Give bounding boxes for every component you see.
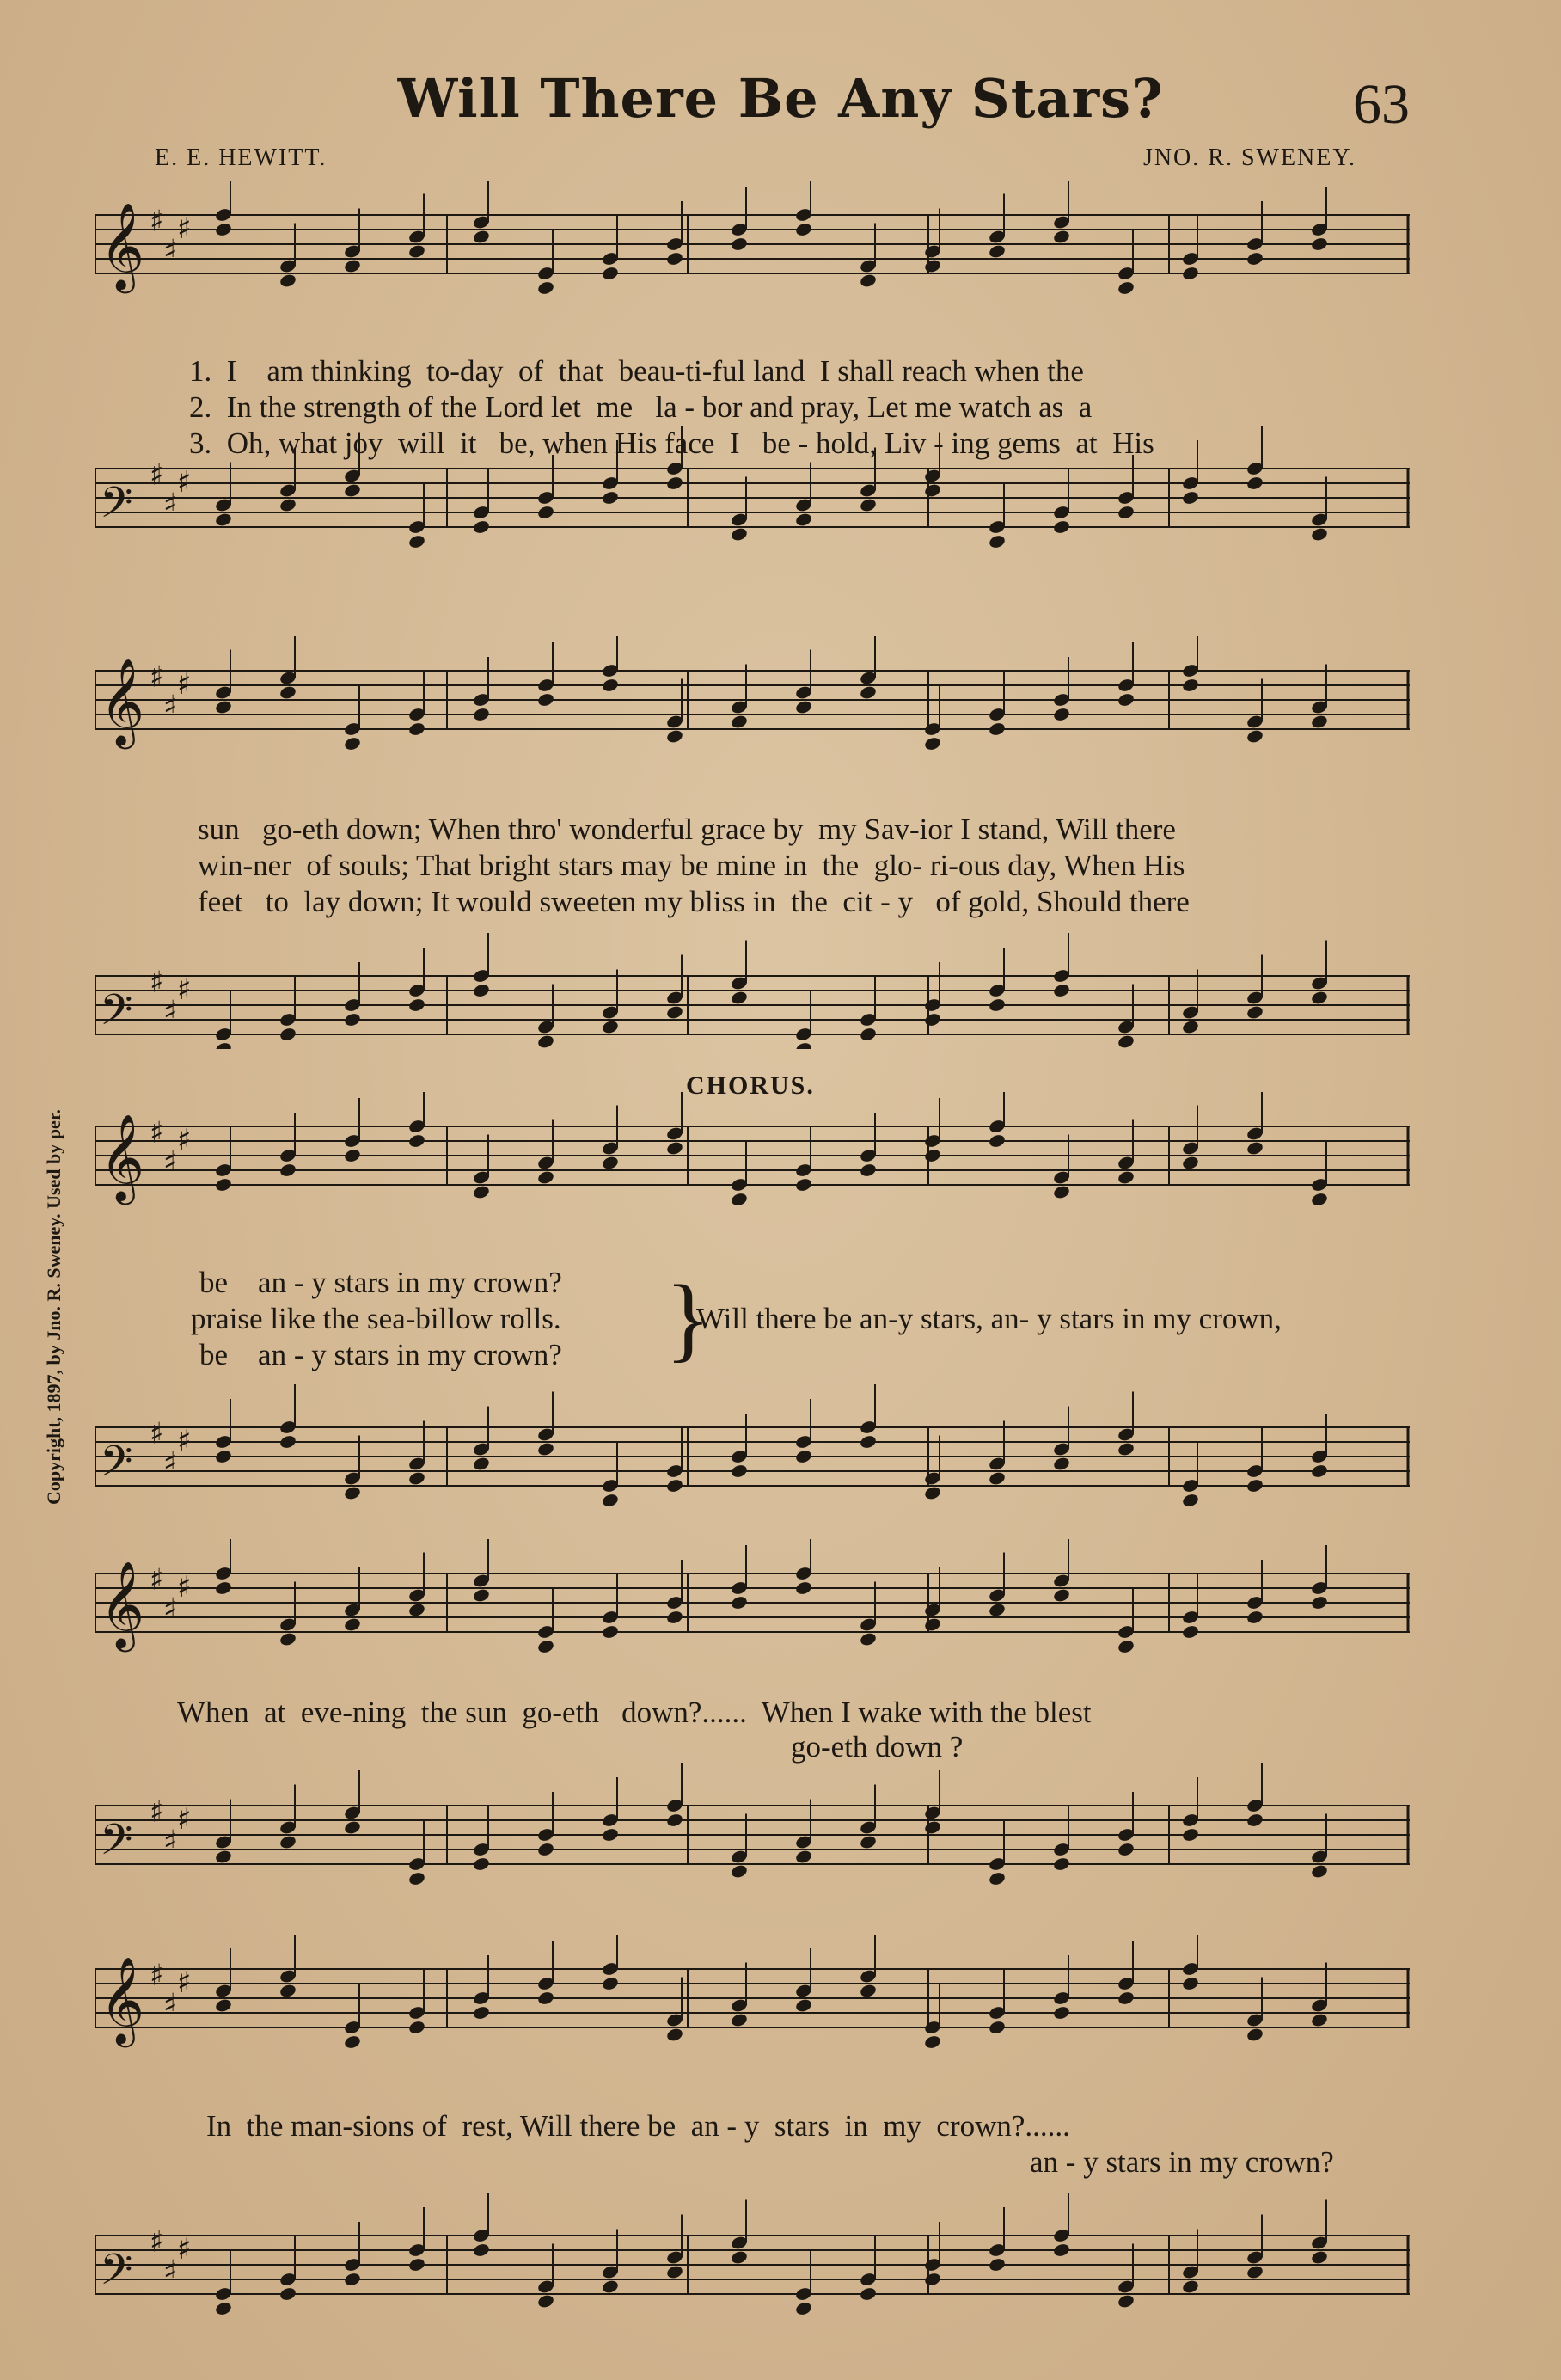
note-head <box>407 534 425 549</box>
note-head <box>536 1990 554 2006</box>
note-head <box>601 1827 619 1843</box>
note-head <box>988 997 1006 1013</box>
note-head <box>923 1616 941 1632</box>
note-head <box>214 512 232 527</box>
note-head <box>343 1819 361 1835</box>
note-head <box>1246 1813 1264 1828</box>
note-head <box>1117 1441 1135 1457</box>
note-head <box>923 258 941 273</box>
note-head <box>536 1169 554 1185</box>
page-number: 63 <box>1353 73 1410 136</box>
note-head <box>730 714 748 729</box>
note-head <box>214 1997 232 2013</box>
note-head <box>214 1580 232 1596</box>
note-head <box>1052 519 1070 535</box>
note-head <box>794 1177 812 1193</box>
note-head <box>214 1849 232 1864</box>
verse-3-line-2: feet to lay down; It would sweeten my bliss in the cit - y of gold, Should there <box>198 885 1190 918</box>
sharp-icon: ♯ <box>150 965 164 1000</box>
sharp-icon: ♯ <box>163 1824 178 1859</box>
note-head <box>1246 2027 1264 2042</box>
note-head <box>536 692 554 708</box>
note-head <box>923 2272 941 2287</box>
note-head <box>988 1602 1006 1617</box>
note-head <box>859 273 877 288</box>
note-head <box>923 1148 941 1163</box>
composer-credit: JNO. R. SWENEY. <box>1142 144 1356 171</box>
note-head <box>1117 1842 1135 1857</box>
note-head <box>1181 266 1199 281</box>
note-head <box>923 482 941 498</box>
note-head <box>1246 475 1264 491</box>
sharp-icon: ♯ <box>177 667 192 702</box>
note-head <box>988 1133 1006 1149</box>
note-head <box>1117 1034 1135 1049</box>
note-head <box>472 707 490 722</box>
note-head <box>1052 2005 1070 2021</box>
note-head <box>1052 1856 1070 1872</box>
note-head <box>472 1456 490 1471</box>
sharp-icon: ♯ <box>177 465 192 500</box>
verse-brace: } <box>665 1266 711 1371</box>
note-head <box>730 1192 748 1207</box>
note-head <box>536 1639 554 1654</box>
note-head <box>1181 1827 1199 1843</box>
note-head <box>1181 1019 1199 1034</box>
note-head <box>279 684 297 700</box>
note-head <box>343 736 361 751</box>
note-head <box>665 475 683 491</box>
note-head <box>1246 728 1264 744</box>
note-head <box>472 983 490 998</box>
note-head <box>1052 229 1070 244</box>
note-head <box>794 699 812 715</box>
sharp-icon: ♯ <box>163 689 178 724</box>
note-head <box>665 728 683 744</box>
note-head <box>601 1019 619 1034</box>
sharp-icon: ♯ <box>177 1123 192 1157</box>
note-head <box>343 2034 361 2050</box>
note-head <box>214 1177 232 1193</box>
note-head <box>1310 1863 1328 1879</box>
note-head <box>988 2257 1006 2273</box>
note-head <box>407 2020 425 2035</box>
note-head <box>730 236 748 252</box>
note-head <box>1310 1192 1328 1207</box>
sharp-icon: ♯ <box>177 212 192 246</box>
note-head <box>1246 2264 1264 2279</box>
note-head <box>1181 1155 1199 1170</box>
note-head <box>601 490 619 506</box>
lyricist-credit: E. E. HEWITT. <box>155 144 328 171</box>
note-head <box>279 1983 297 1998</box>
note-head <box>343 1148 361 1163</box>
note-head <box>859 2286 877 2302</box>
note-head <box>859 1162 877 1178</box>
note-head <box>472 519 490 535</box>
note-head <box>665 1610 683 1625</box>
note-head <box>1310 2012 1328 2027</box>
note-head <box>794 512 812 527</box>
note-head <box>1310 990 1328 1005</box>
note-head <box>1181 2279 1199 2294</box>
note-head <box>1310 714 1328 729</box>
note-head <box>988 534 1006 549</box>
bass-clef-icon: 𝄢 <box>100 985 133 1046</box>
note-head <box>407 1871 425 1886</box>
note-head <box>1052 1456 1070 1471</box>
note-head <box>923 736 941 751</box>
sharp-icon: ♯ <box>150 204 164 239</box>
bass-clef-icon: 𝄢 <box>100 1815 133 1875</box>
note-head <box>730 990 748 1005</box>
note-head <box>214 699 232 715</box>
note-head <box>472 2005 490 2021</box>
chorus-line-3: In the man-sions of rest, Will there be an - y stars in my crown?...... <box>206 2109 1070 2143</box>
verse-3-line-1: 3. Oh, what joy will it be, when His face I be - hold, Liv - ing gems at His <box>189 426 1154 460</box>
chorus-line-1: Will there be an-y stars, an- y stars in my crown, <box>696 1302 1282 1335</box>
treble-clef-icon: 𝄞 <box>100 1560 145 1648</box>
note-head <box>859 1434 877 1450</box>
note-head <box>343 482 361 498</box>
note-head <box>536 1034 554 1049</box>
note-head <box>407 721 425 737</box>
bass-clef-icon: 𝄢 <box>100 478 133 538</box>
note-head <box>1052 983 1070 998</box>
note-head <box>988 1470 1006 1486</box>
note-head <box>279 1027 297 1042</box>
note-head <box>730 2012 748 2027</box>
note-head <box>343 1616 361 1632</box>
note-head <box>1181 1493 1199 1508</box>
note-head <box>665 2027 683 2042</box>
note-head <box>923 1485 941 1500</box>
note-head <box>665 1813 683 1828</box>
note-head <box>794 1849 812 1864</box>
sharp-icon: ♯ <box>150 2224 164 2260</box>
sharp-icon: ♯ <box>177 1966 192 2000</box>
verse-2-line-2: win-ner of souls; That bright stars may be mine in the glo- ri-ous day, When His <box>198 849 1185 882</box>
chorus-line-2-alt: go-eth down ? <box>791 1730 964 1764</box>
note-head <box>407 1602 425 1617</box>
verse-1-line-2: sun go-eth down; When thro' wonderful grace by my Sav-ior I stand, Will there <box>198 813 1176 846</box>
note-head <box>1246 1478 1264 1494</box>
note-head <box>665 2264 683 2279</box>
note-head <box>1310 1463 1328 1479</box>
bass-clef-icon: 𝄢 <box>100 1437 133 1497</box>
note-head <box>665 1478 683 1494</box>
note-head <box>279 1434 297 1450</box>
note-head <box>730 1863 748 1879</box>
sharp-icon: ♯ <box>150 1416 164 1451</box>
note-head <box>601 1976 619 1991</box>
sharp-icon: ♯ <box>163 2254 178 2289</box>
note-head <box>794 2301 812 2316</box>
note-head <box>407 2257 425 2273</box>
note-head <box>214 1041 232 1049</box>
note-head <box>279 1631 297 1647</box>
note-head <box>279 273 297 288</box>
note-head <box>1246 1004 1264 1020</box>
treble-clef-icon: 𝄞 <box>100 1955 145 2044</box>
note-head <box>601 678 619 693</box>
note-head <box>1246 251 1264 267</box>
note-head <box>1117 1639 1135 1654</box>
note-head <box>1181 678 1199 693</box>
note-head <box>214 2301 232 2316</box>
note-head <box>794 1449 812 1464</box>
note-head <box>601 1624 619 1640</box>
note-head <box>279 1162 297 1178</box>
note-head <box>859 1983 877 1998</box>
treble-clef-icon: 𝄞 <box>100 201 145 290</box>
note-head <box>1181 490 1199 506</box>
sharp-icon: ♯ <box>163 487 178 522</box>
note-head <box>1052 1587 1070 1603</box>
note-head <box>794 1041 812 1049</box>
sharp-icon: ♯ <box>150 1958 164 1993</box>
note-head <box>988 243 1006 259</box>
sharp-icon: ♯ <box>150 1794 164 1830</box>
sharp-icon: ♯ <box>150 457 164 493</box>
sharp-icon: ♯ <box>177 1570 192 1604</box>
note-head <box>1117 280 1135 296</box>
sharp-icon: ♯ <box>150 1115 164 1150</box>
chorus-line-2: When at eve-ning the sun go-eth down?...... When I wake with the blest <box>177 1696 1092 1729</box>
copyright-notice: Copyright, 1897, by Jno. R. Sweney. Used by per. <box>43 1108 64 1505</box>
note-head <box>794 222 812 237</box>
note-head <box>1310 236 1328 252</box>
sharp-icon: ♯ <box>177 1802 192 1837</box>
sharp-icon: ♯ <box>163 233 178 268</box>
note-head <box>472 1184 490 1199</box>
sharp-icon: ♯ <box>163 1987 178 2022</box>
note-head <box>214 1449 232 1464</box>
chorus-line-3-alt: an - y stars in my crown? <box>1030 2145 1334 2179</box>
chorus-label: CHORUS. <box>686 1071 815 1100</box>
note-head <box>536 505 554 520</box>
note-head <box>601 2279 619 2294</box>
note-head <box>1052 2242 1070 2258</box>
note-head <box>407 1133 425 1149</box>
bass-clef-icon: 𝄢 <box>100 2245 133 2305</box>
sharp-icon: ♯ <box>163 1144 178 1180</box>
treble-clef-icon: 𝄞 <box>100 1113 145 1201</box>
note-head <box>730 526 748 542</box>
verse-2-line-3: praise like the sea-billow rolls. <box>191 1302 561 1335</box>
verse-3-line-3: be an - y stars in my crown? <box>199 1338 562 1371</box>
note-head <box>407 1470 425 1486</box>
note-head <box>472 2242 490 2258</box>
note-head <box>601 266 619 281</box>
note-head <box>859 1027 877 1042</box>
note-head <box>472 1856 490 1872</box>
treble-clef-icon: 𝄞 <box>100 657 145 745</box>
note-head <box>1310 526 1328 542</box>
note-head <box>1117 2293 1135 2309</box>
sharp-icon: ♯ <box>177 1424 192 1458</box>
note-head <box>730 1463 748 1479</box>
note-head <box>343 2272 361 2287</box>
note-head <box>923 1819 941 1835</box>
note-head <box>1117 692 1135 708</box>
sharp-icon: ♯ <box>177 972 192 1007</box>
note-head <box>988 2020 1006 2035</box>
note-head <box>988 1871 1006 1886</box>
note-head <box>859 1631 877 1647</box>
note-head <box>1181 1976 1199 1991</box>
verse-2-line-1: 2. In the strength of the Lord let me la - bor and pray, Let me watch as a <box>189 390 1093 424</box>
note-head <box>343 1485 361 1500</box>
note-head <box>279 1834 297 1849</box>
note-head <box>1117 1169 1135 1185</box>
note-head <box>923 1012 941 1027</box>
note-head <box>343 258 361 273</box>
sharp-icon: ♯ <box>163 1445 178 1481</box>
sharp-icon: ♯ <box>150 659 164 695</box>
sharp-icon: ♯ <box>177 2232 192 2267</box>
note-head <box>407 243 425 259</box>
note-head <box>279 2286 297 2302</box>
note-head <box>730 1595 748 1610</box>
verse-1-line-3: be an - y stars in my crown? <box>199 1266 562 1299</box>
hymn-title: Will There Be Any Stars? <box>397 67 1164 130</box>
note-head <box>665 251 683 267</box>
note-head <box>1117 1990 1135 2006</box>
note-head <box>601 1155 619 1170</box>
note-head <box>601 1493 619 1508</box>
note-head <box>1310 1595 1328 1610</box>
note-head <box>536 2293 554 2309</box>
note-head <box>343 1012 361 1027</box>
note-head <box>923 2034 941 2050</box>
note-head <box>1052 707 1070 722</box>
note-head <box>1052 1184 1070 1199</box>
note-head <box>536 1441 554 1457</box>
note-head <box>665 1140 683 1156</box>
note-head <box>794 1580 812 1596</box>
note-head <box>279 497 297 512</box>
note-head <box>859 497 877 512</box>
note-head <box>472 229 490 244</box>
note-head <box>536 280 554 296</box>
note-head <box>859 1834 877 1849</box>
note-head <box>214 222 232 237</box>
note-head <box>1310 2249 1328 2265</box>
sharp-icon: ♯ <box>163 994 178 1029</box>
note-head <box>665 1004 683 1020</box>
verse-1-line-1: 1. I am thinking to-day of that beau-ti-ful land I shall reach when the <box>189 354 1084 388</box>
note-head <box>1246 1140 1264 1156</box>
note-head <box>859 684 877 700</box>
sharp-icon: ♯ <box>163 1592 178 1627</box>
note-head <box>407 997 425 1013</box>
sharp-icon: ♯ <box>150 1562 164 1598</box>
note-head <box>1181 1624 1199 1640</box>
note-head <box>536 1842 554 1857</box>
note-head <box>794 1997 812 2013</box>
note-head <box>988 721 1006 737</box>
note-head <box>730 2249 748 2265</box>
note-head <box>472 1587 490 1603</box>
note-head <box>1117 505 1135 520</box>
note-head <box>1246 1610 1264 1625</box>
